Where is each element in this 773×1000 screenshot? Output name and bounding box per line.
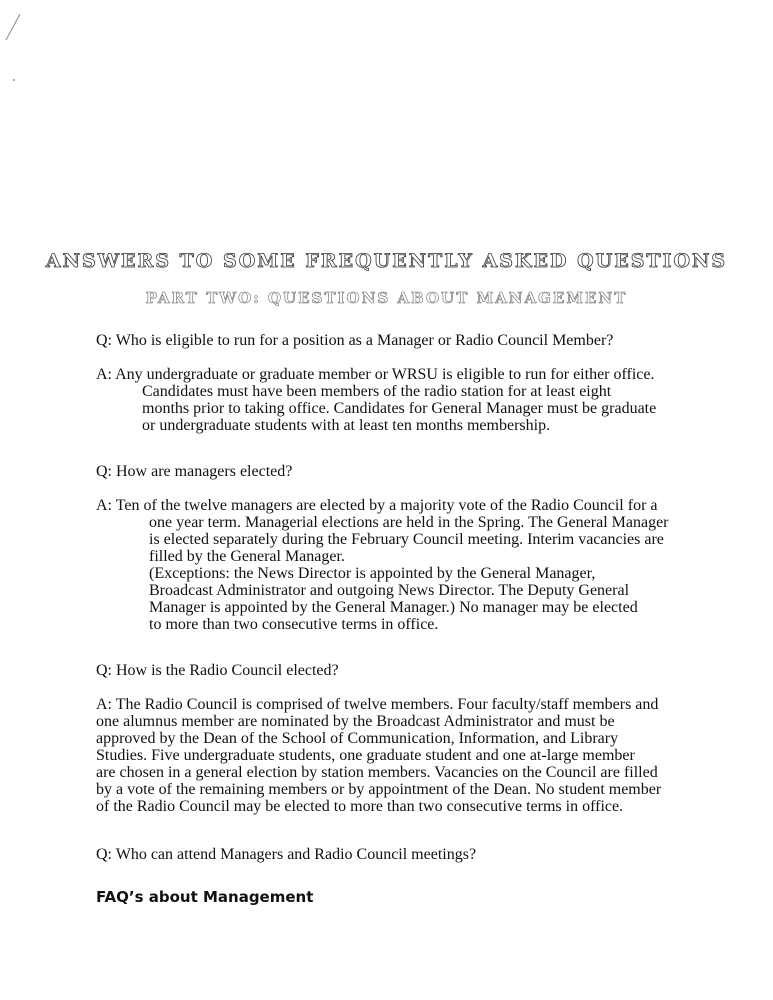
answer-manager-election bbox=[96, 497, 696, 633]
answer-line: A: Ten of the twelve managers are elected by a majority vote of the Radio Council for a bbox=[96, 497, 658, 514]
question-manager-election: Q: How are managers elected? bbox=[96, 463, 293, 480]
page-footer: FAQ’s about Management bbox=[96, 888, 314, 906]
page-title: ANSWERS TO SOME FREQUENTLY ASKED QUESTIONS bbox=[45, 250, 728, 272]
question-meeting-attendance: Q: Who can attend Managers and Radio Council meetings? bbox=[96, 846, 477, 863]
answer-line: of the Radio Council may be elected to more than two consecutive terms in office. bbox=[96, 798, 624, 815]
answer-line: or undergraduate students with at least ten months membership. bbox=[142, 417, 551, 434]
answer-line: Broadcast Administrator and outgoing News Director. The Deputy General bbox=[149, 582, 630, 599]
answer-line: Manager is appointed by the General Manager.) No manager may be elected bbox=[149, 599, 638, 616]
answer-line: by a vote of the remaining members or by appointment of the Dean. No student member bbox=[96, 781, 662, 798]
answer-line: is elected separately during the February Council meeting. Interim vacancies are bbox=[149, 531, 664, 548]
question-eligibility: Q: Who is eligible to run for a position as a Manager or Radio Council Member? bbox=[96, 332, 614, 349]
answer-line: to more than two consecutive terms in office. bbox=[149, 616, 439, 633]
answer-line: Studies. Five undergraduate students, one graduate student and one at-large member bbox=[96, 747, 635, 764]
answer-line: Candidates must have been members of the radio station for at least eight bbox=[142, 383, 612, 400]
answer-line: one year term. Managerial elections are held in the Spring. The General Manager bbox=[149, 514, 669, 531]
question-council-election: Q: How is the Radio Council elected? bbox=[96, 662, 339, 679]
answer-line: filled by the General Manager. bbox=[149, 548, 345, 565]
answer-line: one alumnus member are nominated by the Broadcast Administrator and must be bbox=[96, 713, 615, 730]
page-subtitle: PART TWO: QUESTIONS ABOUT MANAGEMENT bbox=[145, 289, 628, 307]
answer-line: approved by the Dean of the School of Communication, Information, and Library bbox=[96, 730, 619, 747]
answer-line: months prior to taking office. Candidates for General Manager must be graduate bbox=[142, 400, 657, 417]
answer-line: A: The Radio Council is comprised of twelve members. Four faculty/staff members and bbox=[96, 696, 659, 713]
answer-line: (Exceptions: the News Director is appointed by the General Manager, bbox=[149, 565, 596, 582]
answer-line: A: Any undergraduate or graduate member or WRSU is eligible to run for either office. bbox=[96, 366, 655, 383]
answer-line: are chosen in a general election by station members. Vacancies on the Council are filled bbox=[96, 764, 658, 781]
answer-eligibility bbox=[96, 366, 696, 434]
scan-mark-icon bbox=[4, 8, 24, 88]
answer-council-election bbox=[96, 696, 696, 815]
